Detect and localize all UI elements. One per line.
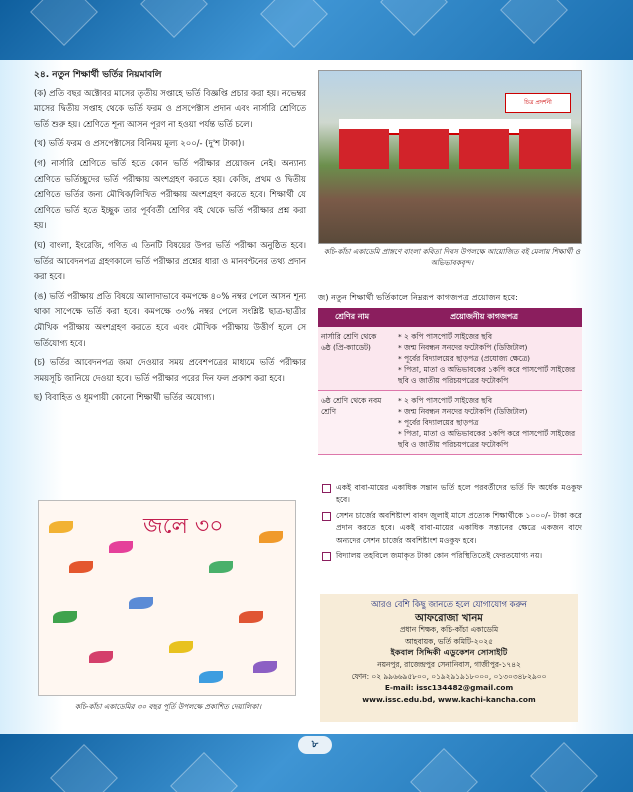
leaf-decoration [199,671,223,683]
checkbox-bullet-icon [322,484,331,493]
leaf-decoration [129,597,153,609]
col-class-header: শ্রেণির নাম [318,308,386,327]
rule-item: (চ) ভর্তির আবেদনপত্র জমা দেওয়ার সময় প্রবেশপত্রের মাধ্যমে ভর্তি পরীক্ষার সময়সূচি জানিয়ে দেওয়া হবে। ভর্তি পরীক্ষার পরের দিন ফল প্রকাশ করা হবে। [34,357,306,383]
doc-item: * জন্ম নিবন্ধন সনদের ফটোকপি (ডিজিটাল) [398,406,579,417]
contact-email[interactable]: E-mail: issc134482@gmail.com [384,683,514,693]
diamond-pattern [530,742,598,792]
leaf-decoration [49,521,73,533]
doc-item: * ২ কপি পাসপোর্ট সাইজের ছবি [398,331,579,342]
tent [459,129,509,169]
diamond-pattern [30,0,98,46]
requirements-table [318,308,582,455]
table-row [318,391,582,455]
rule-item: (ঙ) ভর্তি পরীক্ষায় প্রতি বিষয়ে আলাদাভাবে কমপক্ষে ৪০% নম্বর পেলে আসন শূন্য থাকা সাপেক্ষে ভর্তি করা হবে। কমপক্ষে ৩৩% নম্বর পেলে সংশ্লিষ্ট ছাত্র-ছাত্রীর মৌখিক পরীক্ষায় অংশগ্রহণ করতে হবে এবং মৌখিক পরীক্ষায় উত্তীর্ণ হলে সে ভর্তিযোগ্য হবে। [34,290,306,348]
leaf-decoration [239,611,263,623]
note-item: একই বাবা-মায়ের একাধিক সন্তান ভর্তি হলে পরবর্তীদের ভর্তি ফি অর্ধেক মওকুফ হবে। [322,482,582,507]
diamond-pattern [170,752,238,792]
header-band [0,0,633,60]
page-body [0,60,633,734]
rule-item: ছ) বিবাহিত ও ধূমপায়ী কোনো শিক্ষার্থী ভর্তির অযোগ্য। [34,392,215,403]
doc-item: * ২ কপি পাসপোর্ট সাইজের ছবি [398,395,579,406]
leaf-decoration [169,641,193,653]
rule-item: (খ) ভর্তি ফরম ও প্রসপেক্টাসের বিনিময় মূল্য ২০০/- (দু'শ টাকা)। [34,138,245,149]
leaf-decoration [89,651,113,663]
tent [399,129,449,169]
doc-item: * পিতা, মাতা ও অভিভাবকের ১কপি করে পাসপোর্ট সাইজের ছবি ও জাতীয় পরিচয়পত্রের ফটোকপি [398,364,579,386]
photo2-caption: কচি-কাঁচা একাডেমির ৩০ বছর পূর্তি উপলক্ষে প্রকাশিত দেয়ালিকা। [74,702,262,711]
fair-banner: চিত্র প্রদর্শনী [505,93,571,113]
fee-notes [322,482,582,565]
checkbox-bullet-icon [322,512,331,521]
leaf-decoration [253,661,277,673]
wall-magazine-title-art: জলে ৩০ [143,514,224,539]
leaf-decoration [53,611,77,623]
class-cell: নার্সারি শ্রেণি থেকে ৬ষ্ঠ (প্রি-ক্যাডেট) [318,327,386,391]
contact-address: নয়নপুর, রাজেন্দ্রপুর সেনানিবাস, গাজীপুর-১৭৪২ [377,659,521,669]
docs-cell [386,327,582,391]
doc-item: * পিতা, মাতা ও অভিভাবকের ১কপি করে পাসপোর্ট সাইজের ছবি ও জাতীয় পরিচয়পত্রের ফটোকপি [398,428,579,450]
note-item: বিদ্যালয় তহবিলে জমাকৃত টাকা কোন পরিস্থিতিতেই ফেরতযোগ্য নয়। [322,550,582,562]
contact-committee: আহবায়ক, ভর্তি কমিটি-২০২৫ [405,636,493,646]
class-cell: ৬ষ্ঠ শ্রেণি থেকে নবম শ্রেণি [318,391,386,455]
contact-phone: ফোন: ০২ ৯৯৬৬৯৫৮০০, ০১৯২৯১৯১৮০০০, ০১৩০৩৪৮২৯০০ [351,671,547,681]
rule-item: (গ) নার্সারি শ্রেণিতে ভর্তি হতে কোন ভর্তি পরীক্ষার প্রয়োজন নেই। অন্যান্য শ্রেণিতে ভর্তিচ্ছুদের ভর্তি পরীক্ষায় অংশগ্রহণ করতে হয়। কেজি, প্রথম ও দ্বিতীয় শ্রেণিতে ভর্তির জন্য মৌখিক/লিখিত পরীক্ষায় অংশগ্রহণ করতে হবে। শিক্ষার্থী যে শ্রেণিতে ভর্তি হতে ইচ্ছুক তার পূর্ববর্তী শ্রেণির বই থেকে ভর্তি পরীক্ষার প্রশ্ন করা হয়। [34,157,306,231]
page-number: ৮ [298,736,332,754]
rule-item: (ঘ) বাংলা, ইংরেজি, গণিত এ তিনটি বিষয়ের উপর ভর্তি পরীক্ষা অনুষ্ঠিত হবে। ভর্তির আবেদনপত্র গ্রহণকালে ভর্তি পরীক্ষার প্রশ্নের ধারা ও মানবণ্টনের তথ্য প্রদান করা হবে। [34,239,306,282]
requirements-heading: জ) নতুন শিক্ষার্থী ভর্তিকালে নিম্নরূপ কাগজপত্র প্রয়োজন হবে: [318,292,518,302]
leaf-decoration [109,541,133,553]
contact-role: প্রধান শিক্ষক, কচি-কাঁচা একাডেমি [399,625,499,635]
table-row [318,327,582,391]
contact-lead: আরও বেশি কিছু জানতে হলে যোগাযোগ করুন [371,599,527,609]
leaf-decoration [69,561,93,573]
rules-heading: ২৪. নতুন শিক্ষার্থী ভর্তির নিয়মাবলি [34,70,162,80]
rule-item: (ক) প্রতি বছর অক্টোবর মাসের তৃতীয় সপ্তাহে ভর্তি বিজ্ঞপ্তি প্রচার করা হয়। নভেম্বর মাসের দ্বিতীয় সপ্তাহ থেকে ভর্তি ফরম ও প্রসপেক্টাস প্রদান এবং নার্সারি শ্রেণিতে ভর্তি শুরু হয়। শ্রেণিতে শূন্য আসন পূরণ না হওয়া পর্যন্ত ভর্তি চলে। [34,87,306,129]
checkbox-bullet-icon [322,552,331,561]
diamond-pattern [260,0,328,48]
photo1-caption: কচি-কাঁচা একাডেমি প্রাঙ্গণে বাংলা কবিতা দিবস উপলক্ষে আয়োজিত বই মেলায় শিক্ষার্থী ও অভিভাবকবৃন্দ। [323,247,581,267]
diamond-pattern [410,748,478,792]
doc-item: * পূর্বের বিদ্যালয়ের ছাড়পত্র [398,417,579,428]
diamond-pattern [140,0,208,38]
docs-cell [386,391,582,455]
contact-name: আফরোজা খানম [415,612,483,624]
contact-org: ইকবাল সিদ্দিকী এডুকেশন সোসাইটি [390,647,508,658]
diamond-pattern [500,0,568,44]
diamond-pattern [380,0,448,36]
leaf-decoration [259,531,283,543]
doc-item: * জন্ম নিবন্ধন সনদের ফটোকপি (ডিজিটাল) [398,342,579,353]
diamond-pattern [50,744,118,792]
contact-box [320,594,578,722]
book-fair-photo [318,70,582,244]
wall-magazine-photo [38,500,296,696]
tent [519,129,571,169]
contact-website[interactable]: www.issc.edu.bd, www.kachi-kancha.com [362,694,536,704]
tent [339,129,389,169]
leaf-decoration [209,561,233,573]
doc-item: * পূর্বের বিদ্যালয়ের ছাড়পত্র (প্রযোজ্য ক্ষেত্রে) [398,353,579,364]
col-docs-header: প্রয়োজনীয় কাগজপত্র [386,308,582,327]
admission-rules [34,68,306,410]
note-item: সেশন চার্জের অবশিষ্টাংশ বাবদ জুলাই মাসে প্রত্যেক শিক্ষার্থীকে ১০০০/- টাকা করে প্রদান করতে হবে। একই বাবা-মায়ের একাধিক সন্তানের ক্ষেত্রে একজন বাদে অন্যদের সেশন চার্জের অবশিষ্টাংশ মওকুফ হবে। [322,510,582,547]
